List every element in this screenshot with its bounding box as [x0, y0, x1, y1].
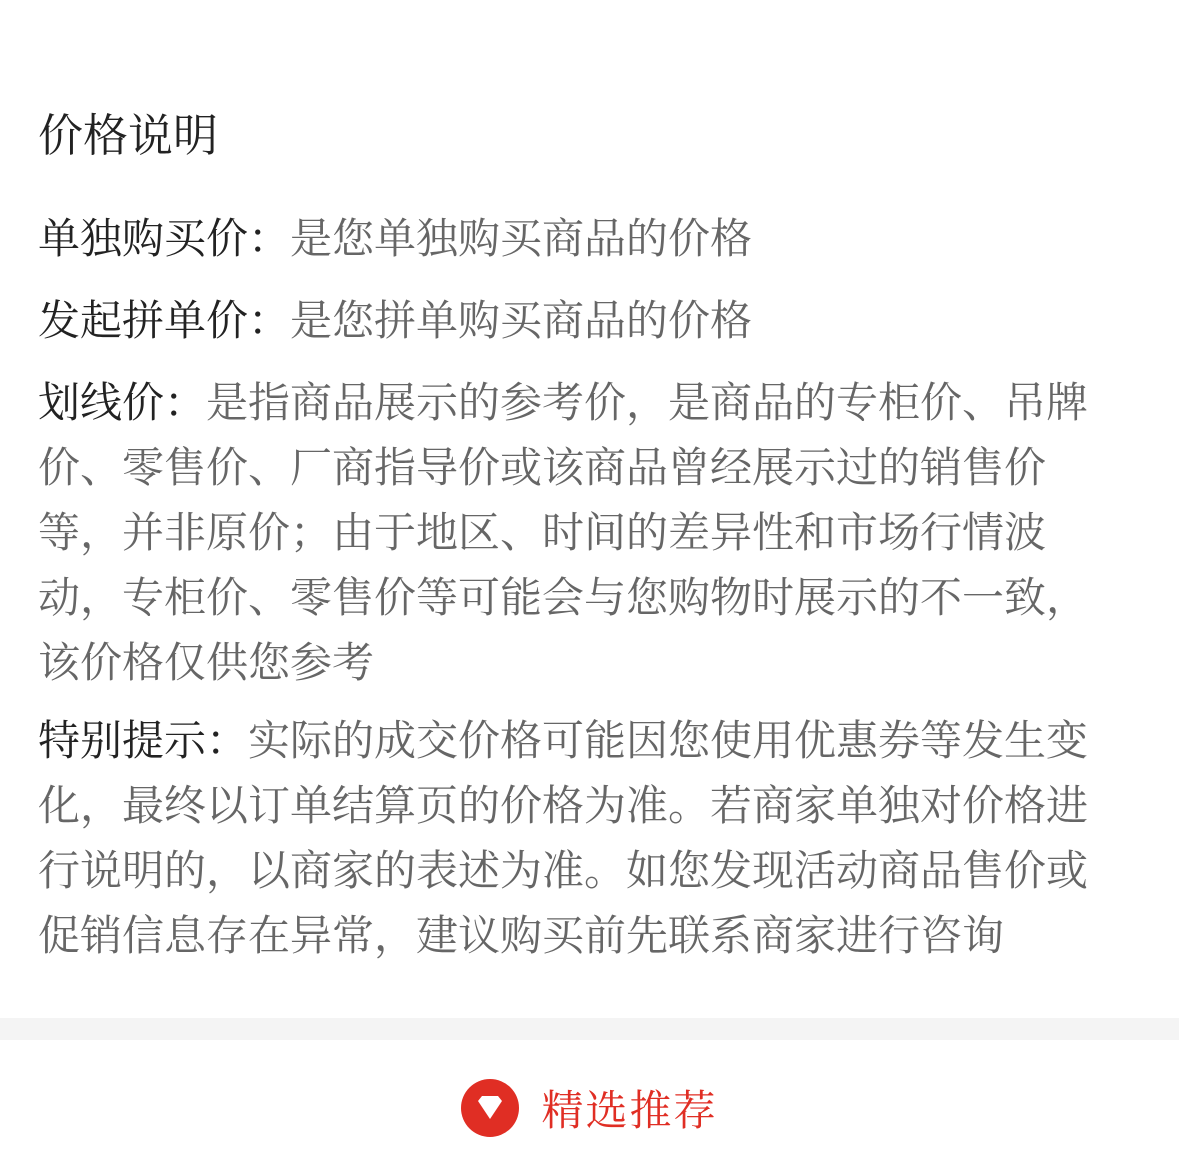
special-note-text: 实际的成交价格可能因您使用优惠券等发生变化，最终以订单结算页的价格为准。若商家单独对价格进行说明的，以商家的表述为准。如您发现活动商品售价或促销信息存在异常，建议购买前先联系商家进行咨询 — [38, 716, 1089, 960]
featured-recommend-header[interactable] — [0, 1076, 1179, 1140]
special-note-description — [38, 708, 1128, 968]
strike-price-description — [38, 370, 1128, 695]
strike-price-label: 划线价： — [38, 378, 207, 427]
single-price-description — [38, 206, 1128, 271]
group-price-description — [38, 288, 1128, 353]
group-price-label: 发起拼单价： — [38, 296, 291, 345]
featured-recommend-label: 精选推荐 — [541, 1086, 718, 1135]
section-divider — [0, 1018, 1179, 1040]
group-price-text: 是您拼单购买商品的价格 — [290, 296, 753, 345]
special-note-label: 特别提示： — [38, 716, 249, 765]
single-price-label: 单独购买价： — [38, 214, 291, 263]
diamond-icon — [461, 1079, 519, 1137]
single-price-text: 是您单独购买商品的价格 — [290, 214, 753, 263]
page-title: 价格说明 — [38, 109, 219, 162]
strike-price-text: 是指商品展示的参考价，是商品的专柜价、吊牌价、零售价、厂商指导价或该商品曾经展示过的销售价等，并非原价；由于地区、时间的差异性和市场行情波动，专柜价、零售价等可能会与您购物时展示的不一致，该价格仅供您参考 — [38, 378, 1089, 687]
